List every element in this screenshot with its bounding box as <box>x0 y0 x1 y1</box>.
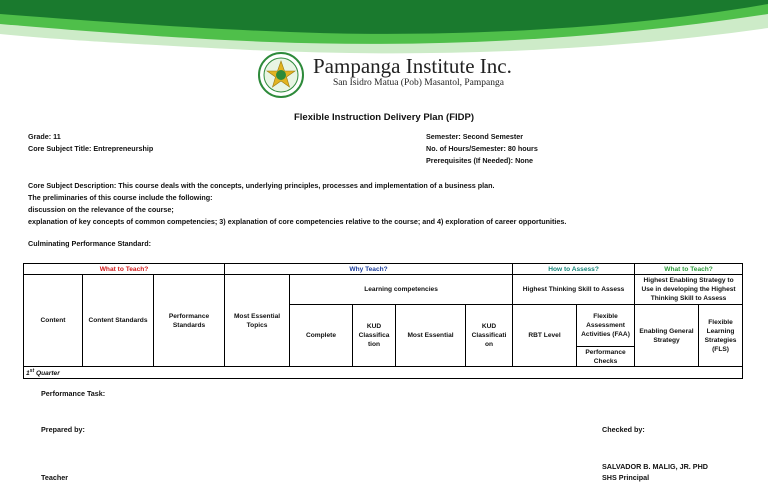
kud-classification-header: KUD Classifica tion <box>353 305 396 367</box>
info-right <box>426 131 538 167</box>
checked-by-label: Checked by: <box>602 425 645 434</box>
most-essential-topics-header: Most Essential Topics <box>225 275 290 367</box>
content-standards-header: Content Standards <box>83 275 154 367</box>
what-to-teach-header: What to Teach? <box>24 264 225 275</box>
enabling-general-strategy-header: Enabling General Strategy <box>635 305 699 367</box>
what-to-teach-header-2: What to Teach? <box>635 264 743 275</box>
fidp-table <box>23 263 743 379</box>
rbt-level-header: RBT Level <box>513 305 577 367</box>
quarter-number: 1 <box>26 370 30 378</box>
complete-header: Complete <box>290 305 353 367</box>
teacher-label: Teacher <box>41 473 69 482</box>
faa-header: Flexible Assessment Activities (FAA) <box>577 305 635 347</box>
header-banner <box>0 0 768 60</box>
info-left <box>28 131 153 155</box>
highest-enabling-header: Highest Enabling Strategy to Use in developing the Highest Thinking Skill to Assess <box>635 275 743 305</box>
how-to-assess-header: How to Assess? <box>513 264 635 275</box>
school-seal-icon <box>258 52 304 98</box>
principal-title: SHS Principal <box>602 473 650 482</box>
performance-task-label: Performance Task: <box>41 389 106 398</box>
course-description <box>28 180 566 228</box>
school-address: San Isidro Matua (Pob) Masantol, Pampanga <box>333 78 504 88</box>
content-header: Content <box>24 275 83 367</box>
principal-name: SALVADOR B. MALIG, JR. PHD <box>602 462 708 471</box>
grade-line: Grade: 11 <box>28 132 61 141</box>
learning-competencies-header: Learning competencies <box>290 275 513 305</box>
document-title: Flexible Instruction Delivery Plan (FIDP) <box>293 112 474 123</box>
description-line: discussion on the relevance of the course; <box>28 205 174 214</box>
prerequisites-line: Prerequisites (If Needed): None <box>426 156 534 165</box>
quarter-suffix: st <box>29 368 35 374</box>
school-name: Pampanga Institute Inc. <box>313 54 512 78</box>
semester-line: Semester: Second Semester <box>426 132 524 141</box>
performance-standards-header: Performance Standards <box>154 275 225 367</box>
highest-thinking-header: Highest Thinking Skill to Assess <box>513 275 635 305</box>
most-essential-header: Most Essential <box>396 305 466 367</box>
fls-header: Flexible Learning Strategies (FLS) <box>699 305 743 367</box>
culminating-performance-standard: Culminating Performance Standard: <box>28 239 152 248</box>
description-line: The preliminaries of this course include the following: <box>28 193 213 202</box>
why-teach-header: Why Teach? <box>225 264 513 275</box>
performance-checks-header: Performance Checks <box>577 347 635 367</box>
kud-classification-header-2: KUD Classificati on <box>466 305 513 367</box>
description-line: Core Subject Description: This course deals with the concepts, underlying principles, processes and implementation of a business plan. <box>28 181 495 190</box>
description-line: explanation of key concepts of common competencies; 3) explanation of core competencies relative to the course; and 4) exploration of career opportunities. <box>28 217 567 226</box>
subject-title-line: Core Subject Title: Entrepreneurship <box>28 144 154 153</box>
quarter-label: Quarter <box>34 370 60 378</box>
prepared-by-label: Prepared by: <box>41 425 85 434</box>
hours-line: No. of Hours/Semester: 80 hours <box>426 144 538 153</box>
first-quarter-row <box>24 367 743 379</box>
